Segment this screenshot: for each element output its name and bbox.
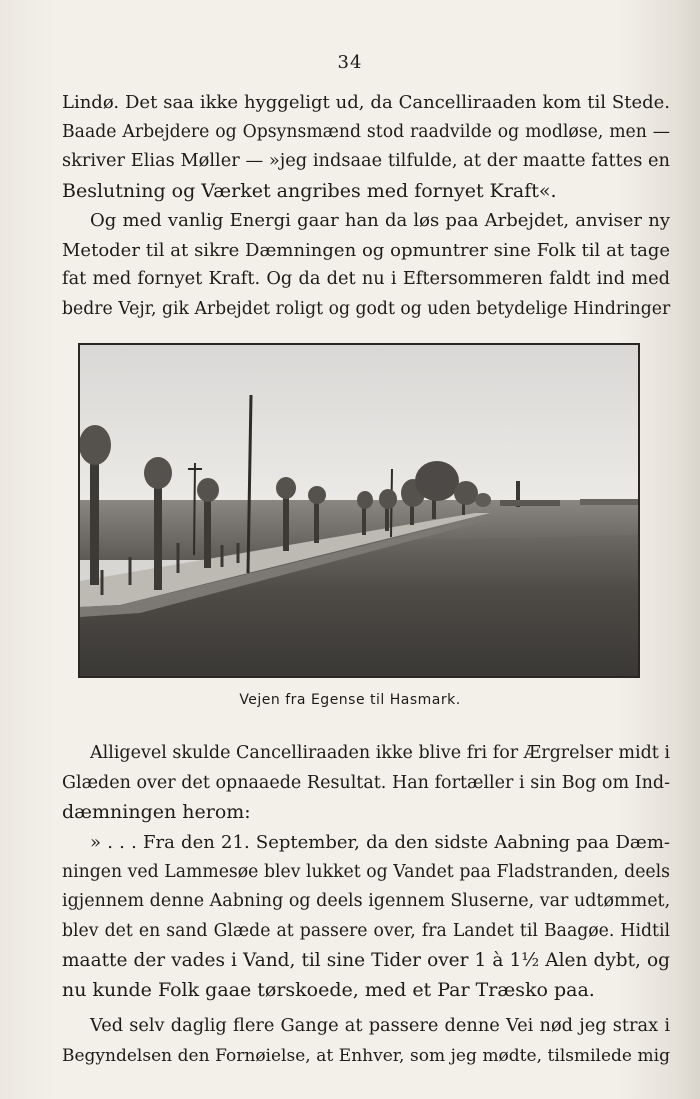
text-line: Lindø. Det saa ikke hyggeligt ud, da Cancelliraaden kom til Stede. [62, 92, 670, 113]
text-line: Metoder til at sikre Dæmningen og opmuntrer sine Folk til at tage [62, 239, 670, 261]
text-line: Begyndelsen den Fornøielse, at Enhver, som jeg mødte, tilsmilede mig [62, 1045, 670, 1066]
text-line: dæmningen herom: [62, 801, 251, 823]
text-line: Glæden over det opnaaede Resultat. Han fortæller i sin Bog om Ind- [62, 772, 670, 793]
text-line: Baade Arbejdere og Opsynsmænd stod raadvilde og modløse, men — [62, 121, 670, 142]
telegraph-pole [194, 463, 195, 555]
text-line: Ved selv daglig flere Gange at passere denne Vei nød jeg strax i [90, 1016, 670, 1036]
text-line: blev det en sand Glæde at passere over, fra Landet til Baagøe. Hidtil [62, 920, 670, 941]
photo-caption: Vejen fra Egense til Hasmark. [239, 692, 461, 708]
text-line: ningen ved Lammesøe blev lukket og Vandet paa Fladstranden, deels [62, 861, 670, 882]
text-line: » . . . Fra den 21. September, da den sidste Aabning paa Dæm- [90, 832, 670, 853]
text-line: bedre Vejr, gik Arbejdet roligt og godt og uden betydelige Hindringer [62, 298, 671, 319]
paragraph-4-quotation [62, 828, 670, 1005]
page-number: 34 [337, 52, 363, 73]
text-line: igjennem denne Aabning og deels igennem Sluserne, var udtømmet, [62, 891, 671, 911]
paragraph-3 [62, 739, 670, 828]
paragraph-5 [62, 1012, 670, 1071]
landscape-photograph [78, 343, 640, 678]
text-line: maatte der vades i Vand, til sine Tider over 1 à 1½ Alen dybt, og [62, 950, 670, 971]
text-line: skriver Elias Møller — »jeg indsaae tilfulde, at der maatte fattes en [62, 151, 670, 171]
text-line: Beslutning og Værket angribes med fornyet Kraft«. [62, 179, 557, 202]
text-line: Alligevel skulde Cancelliraaden ikke blive fri for Ærgrelser midt i [90, 743, 670, 763]
paragraph-2 [62, 206, 670, 324]
paragraph-1 [62, 88, 670, 206]
text-line: nu kunde Folk gaae tørskoede, med et Par Træsko paa. [62, 978, 595, 1001]
text-line: Og med vanlig Energi gaar han da løs paa Arbejdet, anviser ny [90, 210, 670, 231]
road-landscape-illustration [80, 345, 638, 676]
text-line: fat med fornyet Kraft. Og da det nu i Eftersommeren faldt ind med [62, 269, 670, 289]
